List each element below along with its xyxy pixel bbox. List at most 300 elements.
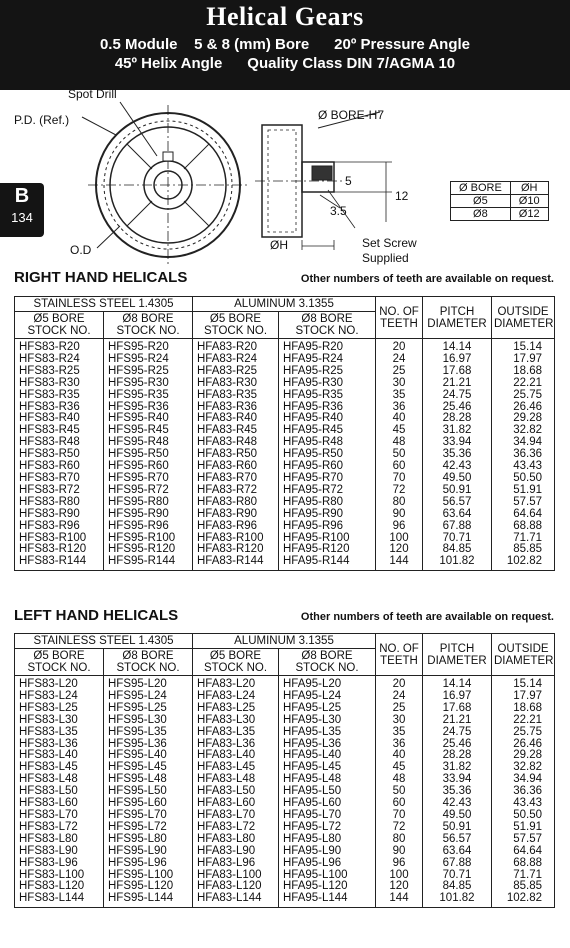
teeth-count: 35 <box>376 727 423 739</box>
teeth-count: 45 <box>376 762 423 774</box>
ss-bore8-stock: HFS95-L45 <box>104 762 193 774</box>
outside-diameter: 85.85 <box>492 544 555 556</box>
teeth-count: 96 <box>376 858 423 870</box>
bore-label: Ø BORE-H7 <box>318 108 385 122</box>
table-row <box>15 339 555 354</box>
al-bore8-stock: HFA95-R80 <box>279 497 376 509</box>
ss-bore8-stock: HFS95-L50 <box>104 786 193 798</box>
outside-diameter: 29.28 <box>492 750 555 762</box>
aluminum-group-header: ALUMINUM 3.1355 <box>193 634 376 649</box>
al-bore5-stock: HFA83-L48 <box>193 774 279 786</box>
al-bore8-stock: HFA95-L72 <box>279 822 376 834</box>
set-screw-label: Set Screw <box>362 236 417 250</box>
teeth-count: 120 <box>376 881 423 893</box>
pitch-diameter: 84.85 <box>423 881 492 893</box>
ss-bore5-stock: HFS83-R72 <box>15 485 104 497</box>
ss-bore8-stock: HFS95-R36 <box>104 402 193 414</box>
bore-cell: Ø8 <box>451 208 511 221</box>
section-letter: B <box>14 185 30 207</box>
table-row <box>15 521 555 533</box>
teeth-count: 70 <box>376 810 423 822</box>
table-row <box>15 556 555 570</box>
pitch-diameter: 101.82 <box>423 893 492 907</box>
teeth-count: 72 <box>376 485 423 497</box>
outside-diameter: 57.57 <box>492 834 555 846</box>
al-bore8-stock: HFA95-L25 <box>279 703 376 715</box>
table-row <box>15 703 555 715</box>
al-bore8-stock: HFA95-R25 <box>279 366 376 378</box>
teeth-count: 25 <box>376 366 423 378</box>
outside-diameter: 71.71 <box>492 870 555 882</box>
ss-bore8-stock: HFS95-L48 <box>104 774 193 786</box>
al-bore5-stock: HFA83-R45 <box>193 425 279 437</box>
pitch-diameter: 33.94 <box>423 774 492 786</box>
pitch-diameter: 50.91 <box>423 822 492 834</box>
pitch-diameter: 101.82 <box>423 556 492 570</box>
page-title: Helical Gears <box>206 2 364 31</box>
al-bore5-stock: HFA83-L80 <box>193 834 279 846</box>
teeth-count: 50 <box>376 786 423 798</box>
pitch-diameter: 42.43 <box>423 461 492 473</box>
gear-side-view <box>255 125 392 250</box>
ss-bore8-stock: HFS95-L70 <box>104 810 193 822</box>
al-bore8-stock: HFA95-L80 <box>279 834 376 846</box>
teeth-count: 90 <box>376 846 423 858</box>
pitch-diameter: 67.88 <box>423 521 492 533</box>
teeth-count: 40 <box>376 750 423 762</box>
al-bore8-stock: HFA95-R120 <box>279 544 376 556</box>
teeth-count: 48 <box>376 437 423 449</box>
ss-bore5-stock: HFS83-L36 <box>15 739 104 751</box>
al-bore8-stock: HFA95-R144 <box>279 556 376 570</box>
outside-diameter: 25.75 <box>492 727 555 739</box>
al-bore5-header: Ø5 BORE STOCK NO. <box>193 312 279 339</box>
pitch-diameter: 70.71 <box>423 870 492 882</box>
pitch-diameter: 21.21 <box>423 715 492 727</box>
al-bore5-stock: HFA83-L90 <box>193 846 279 858</box>
table-row <box>15 846 555 858</box>
pitch-diameter: 14.14 <box>423 676 492 691</box>
right-hand-title: RIGHT HAND HELICALS <box>14 269 188 286</box>
outside-diameter: 102.82 <box>492 893 555 907</box>
outside-diameter: 17.97 <box>492 354 555 366</box>
pitch-diameter: 17.68 <box>423 366 492 378</box>
ss-bore5-header: Ø5 BORE STOCK NO. <box>15 312 104 339</box>
al-bore5-stock: HFA83-R96 <box>193 521 279 533</box>
teeth-count: 40 <box>376 413 423 425</box>
bore-size-table <box>450 181 549 221</box>
al-bore5-stock: HFA83-R120 <box>193 544 279 556</box>
pitch-diameter: 63.64 <box>423 509 492 521</box>
table-row <box>15 390 555 402</box>
teeth-count: 96 <box>376 521 423 533</box>
al-bore8-stock: HFA95-R36 <box>279 402 376 414</box>
al-bore8-stock: HFA95-R35 <box>279 390 376 402</box>
al-bore8-stock: HFA95-R20 <box>279 339 376 354</box>
ss-bore5-stock: HFS83-L50 <box>15 786 104 798</box>
al-bore5-stock: HFA83-R30 <box>193 378 279 390</box>
al-bore8-stock: HFA95-R100 <box>279 533 376 545</box>
ss-bore8-stock: HFS95-R100 <box>104 533 193 545</box>
pitch-diameter: 49.50 <box>423 473 492 485</box>
teeth-count: 45 <box>376 425 423 437</box>
ss-bore8-stock: HFS95-R70 <box>104 473 193 485</box>
al-bore8-stock: HFA95-R70 <box>279 473 376 485</box>
al-bore8-stock: HFA95-L48 <box>279 774 376 786</box>
ss-bore8-stock: HFS95-L144 <box>104 893 193 907</box>
pitch-diameter: 56.57 <box>423 834 492 846</box>
teeth-count: 90 <box>376 509 423 521</box>
teeth-count: 100 <box>376 533 423 545</box>
pitch-diameter: 21.21 <box>423 378 492 390</box>
ss-bore5-stock: HFS83-L60 <box>15 798 104 810</box>
right-hand-note: Other numbers of teeth are available on request. <box>300 273 554 285</box>
al-bore8-header: Ø8 BORE STOCK NO. <box>279 649 376 676</box>
pitch-diameter: 25.46 <box>423 402 492 414</box>
al-bore5-stock: HFA83-R80 <box>193 497 279 509</box>
ss-bore8-stock: HFS95-L96 <box>104 858 193 870</box>
ss-bore5-stock: HFS83-R120 <box>15 544 104 556</box>
ss-bore5-stock: HFS83-R35 <box>15 390 104 402</box>
ss-bore8-stock: HFS95-R48 <box>104 437 193 449</box>
al-bore8-stock: HFA95-R30 <box>279 378 376 390</box>
teeth-count: 60 <box>376 798 423 810</box>
spot-drill-label: Spot Drill <box>68 87 117 101</box>
stainless-group-header: STAINLESS STEEL 1.4305 <box>15 297 193 312</box>
al-bore8-stock: HFA95-L144 <box>279 893 376 907</box>
al-bore8-stock: HFA95-L96 <box>279 858 376 870</box>
ss-bore5-stock: HFS83-L40 <box>15 750 104 762</box>
dim-3-5-label: 3.5 <box>330 204 347 218</box>
teeth-count: 72 <box>376 822 423 834</box>
pitch-diameter: 33.94 <box>423 437 492 449</box>
ss-bore5-stock: HFS83-R90 <box>15 509 104 521</box>
teeth-count: 36 <box>376 739 423 751</box>
ss-bore5-stock: HFS83-L30 <box>15 715 104 727</box>
al-bore5-stock: HFA83-R50 <box>193 449 279 461</box>
outside-diameter: 64.64 <box>492 846 555 858</box>
oh-cell: Ø12 <box>510 208 548 221</box>
pitch-diameter: 28.28 <box>423 413 492 425</box>
outside-diameter: 36.36 <box>492 449 555 461</box>
al-bore8-stock: HFA95-R50 <box>279 449 376 461</box>
al-bore5-stock: HFA83-L72 <box>193 822 279 834</box>
teeth-count: 20 <box>376 339 423 354</box>
al-bore5-stock: HFA83-R36 <box>193 402 279 414</box>
al-bore5-stock: HFA83-R60 <box>193 461 279 473</box>
ss-bore5-stock: HFS83-L25 <box>15 703 104 715</box>
outside-diameter: 36.36 <box>492 786 555 798</box>
outside-diameter: 22.21 <box>492 715 555 727</box>
gear-front-view <box>88 105 248 265</box>
spec-line-1: 0.5 Module 5 & 8 (mm) Bore 20º Pressure Angle <box>99 36 471 53</box>
bore-row <box>451 208 549 221</box>
pitch-diameter: 50.91 <box>423 485 492 497</box>
teeth-count: 24 <box>376 691 423 703</box>
teeth-count: 24 <box>376 354 423 366</box>
pitch-header: PITCH DIAMETER <box>423 297 492 339</box>
al-bore5-stock: HFA83-R100 <box>193 533 279 545</box>
al-bore5-stock: HFA83-L24 <box>193 691 279 703</box>
pitch-diameter: 35.36 <box>423 786 492 798</box>
left-hand-table <box>14 633 555 908</box>
ss-bore5-stock: HFS83-R60 <box>15 461 104 473</box>
ss-bore5-stock: HFS83-R20 <box>15 339 104 354</box>
ss-bore5-stock: HFS83-R50 <box>15 449 104 461</box>
table-row <box>15 378 555 390</box>
bore-cell: Ø5 <box>451 195 511 208</box>
teeth-count: 80 <box>376 497 423 509</box>
ss-bore5-stock: HFS83-R25 <box>15 366 104 378</box>
oh-label: ØH <box>270 238 288 252</box>
ss-bore8-stock: HFS95-L25 <box>104 703 193 715</box>
teeth-count: 144 <box>376 556 423 570</box>
outside-diameter: 18.68 <box>492 366 555 378</box>
al-bore8-stock: HFA95-R60 <box>279 461 376 473</box>
outside-diameter: 71.71 <box>492 533 555 545</box>
right-hand-table <box>14 296 555 571</box>
table-row <box>15 834 555 846</box>
ss-bore5-stock: HFS83-L96 <box>15 858 104 870</box>
ss-bore5-stock: HFS83-R24 <box>15 354 104 366</box>
pitch-header: PITCH DIAMETER <box>423 634 492 676</box>
al-bore5-stock: HFA83-L25 <box>193 703 279 715</box>
teeth-count: 35 <box>376 390 423 402</box>
al-bore8-stock: HFA95-L20 <box>279 676 376 691</box>
ss-bore5-stock: HFS83-L100 <box>15 870 104 882</box>
al-bore8-stock: HFA95-L45 <box>279 762 376 774</box>
al-bore8-stock: HFA95-L90 <box>279 846 376 858</box>
ss-bore8-stock: HFS95-R80 <box>104 497 193 509</box>
ss-bore8-stock: HFS95-L90 <box>104 846 193 858</box>
al-bore8-stock: HFA95-L30 <box>279 715 376 727</box>
pitch-diameter: 56.57 <box>423 497 492 509</box>
ss-bore8-stock: HFS95-L36 <box>104 739 193 751</box>
al-bore8-stock: HFA95-L35 <box>279 727 376 739</box>
aluminum-group-header: ALUMINUM 3.1355 <box>193 297 376 312</box>
outside-diameter: 29.28 <box>492 413 555 425</box>
ss-bore5-stock: HFS83-R36 <box>15 402 104 414</box>
ss-bore5-stock: HFS83-L90 <box>15 846 104 858</box>
al-bore8-stock: HFA95-L36 <box>279 739 376 751</box>
ss-bore5-stock: HFS83-R30 <box>15 378 104 390</box>
al-bore8-stock: HFA95-R90 <box>279 509 376 521</box>
outside-diameter: 43.43 <box>492 461 555 473</box>
ss-bore8-stock: HFS95-R45 <box>104 425 193 437</box>
outside-diameter: 34.94 <box>492 774 555 786</box>
ss-bore5-stock: HFS83-R144 <box>15 556 104 570</box>
spec-line-2: 45º Helix Angle Quality Class DIN 7/AGMA 10 <box>114 55 456 72</box>
ss-bore5-stock: HFS83-L20 <box>15 676 104 691</box>
outside-diameter: 15.14 <box>492 339 555 354</box>
ss-bore5-stock: HFS83-R70 <box>15 473 104 485</box>
ss-bore5-stock: HFS83-L24 <box>15 691 104 703</box>
ss-bore8-header: Ø8 BORE STOCK NO. <box>104 649 193 676</box>
ss-bore8-stock: HFS95-L30 <box>104 715 193 727</box>
al-bore5-header: Ø5 BORE STOCK NO. <box>193 649 279 676</box>
teeth-header: NO. OF TEETH <box>376 634 423 676</box>
ss-bore8-stock: HFS95-L80 <box>104 834 193 846</box>
pitch-diameter: 67.88 <box>423 858 492 870</box>
al-bore5-stock: HFA83-L120 <box>193 881 279 893</box>
ss-bore8-header: Ø8 BORE STOCK NO. <box>104 312 193 339</box>
ss-bore8-stock: HFS95-R40 <box>104 413 193 425</box>
outside-header: OUTSIDE DIAMETER <box>492 634 555 676</box>
pitch-diameter: 31.82 <box>423 425 492 437</box>
ss-bore8-stock: HFS95-R20 <box>104 339 193 354</box>
outside-diameter: 102.82 <box>492 556 555 570</box>
al-bore5-stock: HFA83-L45 <box>193 762 279 774</box>
page-header <box>0 0 570 90</box>
al-bore5-stock: HFA83-R48 <box>193 437 279 449</box>
pitch-diameter: 63.64 <box>423 846 492 858</box>
al-bore8-stock: HFA95-L100 <box>279 870 376 882</box>
outside-diameter: 32.82 <box>492 762 555 774</box>
teeth-count: 70 <box>376 473 423 485</box>
al-bore5-stock: HFA83-R25 <box>193 366 279 378</box>
ss-bore8-stock: HFS95-R144 <box>104 556 193 570</box>
oh-col-header: ØH <box>510 182 548 195</box>
pd-ref-label: P.D. (Ref.) <box>14 113 70 127</box>
ss-bore8-stock: HFS95-R24 <box>104 354 193 366</box>
teeth-header: NO. OF TEETH <box>376 297 423 339</box>
ss-bore8-stock: HFS95-L24 <box>104 691 193 703</box>
ss-bore8-stock: HFS95-L20 <box>104 676 193 691</box>
outside-diameter: 18.68 <box>492 703 555 715</box>
al-bore8-stock: HFA95-L40 <box>279 750 376 762</box>
ss-bore8-stock: HFS95-L100 <box>104 870 193 882</box>
teeth-count: 30 <box>376 715 423 727</box>
pitch-diameter: 42.43 <box>423 798 492 810</box>
al-bore5-stock: HFA83-L20 <box>193 676 279 691</box>
al-bore5-stock: HFA83-L50 <box>193 786 279 798</box>
ss-bore8-stock: HFS95-L72 <box>104 822 193 834</box>
ss-bore8-stock: HFS95-L35 <box>104 727 193 739</box>
table-row <box>15 822 555 834</box>
gear-diagram <box>0 87 570 265</box>
al-bore5-stock: HFA83-L36 <box>193 739 279 751</box>
ss-bore5-stock: HFS83-L80 <box>15 834 104 846</box>
pitch-diameter: 25.46 <box>423 739 492 751</box>
pitch-diameter: 17.68 <box>423 703 492 715</box>
al-bore8-stock: HFA95-L70 <box>279 810 376 822</box>
ss-bore5-stock: HFS83-L144 <box>15 893 104 907</box>
outside-header: OUTSIDE DIAMETER <box>492 297 555 339</box>
bore-row <box>451 195 549 208</box>
left-hand-title: LEFT HAND HELICALS <box>14 607 179 624</box>
table-row <box>15 715 555 727</box>
ss-bore5-stock: HFS83-L48 <box>15 774 104 786</box>
table-row <box>15 485 555 497</box>
pitch-diameter: 14.14 <box>423 339 492 354</box>
al-bore5-stock: HFA83-L70 <box>193 810 279 822</box>
outside-diameter: 34.94 <box>492 437 555 449</box>
table-row <box>15 858 555 870</box>
ss-bore8-stock: HFS95-R25 <box>104 366 193 378</box>
outside-diameter: 68.88 <box>492 858 555 870</box>
al-bore5-stock: HFA83-L100 <box>193 870 279 882</box>
pitch-diameter: 70.71 <box>423 533 492 545</box>
outside-diameter: 51.91 <box>492 485 555 497</box>
ss-bore8-stock: HFS95-R30 <box>104 378 193 390</box>
od-label: O.D <box>70 243 92 257</box>
pitch-diameter: 84.85 <box>423 544 492 556</box>
outside-diameter: 22.21 <box>492 378 555 390</box>
al-bore8-stock: HFA95-R48 <box>279 437 376 449</box>
ss-bore5-stock: HFS83-R40 <box>15 413 104 425</box>
al-bore5-stock: HFA83-R35 <box>193 390 279 402</box>
al-bore5-stock: HFA83-R40 <box>193 413 279 425</box>
outside-diameter: 17.97 <box>492 691 555 703</box>
ss-bore5-stock: HFS83-R96 <box>15 521 104 533</box>
table-row <box>15 676 555 691</box>
table-row <box>15 509 555 521</box>
outside-diameter: 15.14 <box>492 676 555 691</box>
oh-cell: Ø10 <box>510 195 548 208</box>
ss-bore5-stock: HFS83-R100 <box>15 533 104 545</box>
ss-bore8-stock: HFS95-R120 <box>104 544 193 556</box>
teeth-count: 50 <box>376 449 423 461</box>
teeth-count: 144 <box>376 893 423 907</box>
teeth-count: 25 <box>376 703 423 715</box>
al-bore5-stock: HFA83-L60 <box>193 798 279 810</box>
ss-bore5-stock: HFS83-R48 <box>15 437 104 449</box>
pitch-diameter: 16.97 <box>423 691 492 703</box>
al-bore5-stock: HFA83-L96 <box>193 858 279 870</box>
outside-diameter: 26.46 <box>492 402 555 414</box>
pitch-diameter: 31.82 <box>423 762 492 774</box>
left-hand-note: Other numbers of teeth are available on request. <box>300 611 554 623</box>
ss-bore5-stock: HFS83-R80 <box>15 497 104 509</box>
al-bore8-stock: HFA95-R45 <box>279 425 376 437</box>
bore-col-header: Ø BORE <box>451 182 511 195</box>
table-row <box>15 727 555 739</box>
al-bore8-stock: HFA95-R40 <box>279 413 376 425</box>
pitch-diameter: 35.36 <box>423 449 492 461</box>
outside-diameter: 64.64 <box>492 509 555 521</box>
page-number: 134 <box>11 210 33 225</box>
pitch-diameter: 28.28 <box>423 750 492 762</box>
al-bore5-stock: HFA83-R70 <box>193 473 279 485</box>
pitch-diameter: 24.75 <box>423 390 492 402</box>
ss-bore5-stock: HFS83-L35 <box>15 727 104 739</box>
ss-bore8-stock: HFS95-R96 <box>104 521 193 533</box>
set-screw-supplied-label: Supplied <box>362 251 409 265</box>
ss-bore8-stock: HFS95-R35 <box>104 390 193 402</box>
ss-bore5-stock: HFS83-L45 <box>15 762 104 774</box>
teeth-count: 48 <box>376 774 423 786</box>
teeth-count: 30 <box>376 378 423 390</box>
stainless-group-header: STAINLESS STEEL 1.4305 <box>15 634 193 649</box>
al-bore8-stock: HFA95-L50 <box>279 786 376 798</box>
al-bore8-header: Ø8 BORE STOCK NO. <box>279 312 376 339</box>
teeth-count: 100 <box>376 870 423 882</box>
ss-bore5-stock: HFS83-L70 <box>15 810 104 822</box>
pitch-diameter: 49.50 <box>423 810 492 822</box>
outside-diameter: 25.75 <box>492 390 555 402</box>
outside-diameter: 50.50 <box>492 810 555 822</box>
outside-diameter: 51.91 <box>492 822 555 834</box>
al-bore5-stock: HFA83-L30 <box>193 715 279 727</box>
ss-bore5-stock: HFS83-L72 <box>15 822 104 834</box>
al-bore5-stock: HFA83-L144 <box>193 893 279 907</box>
teeth-count: 20 <box>376 676 423 691</box>
al-bore8-stock: HFA95-R24 <box>279 354 376 366</box>
outside-diameter: 57.57 <box>492 497 555 509</box>
table-row <box>15 366 555 378</box>
ss-bore5-header: Ø5 BORE STOCK NO. <box>15 649 104 676</box>
teeth-count: 120 <box>376 544 423 556</box>
